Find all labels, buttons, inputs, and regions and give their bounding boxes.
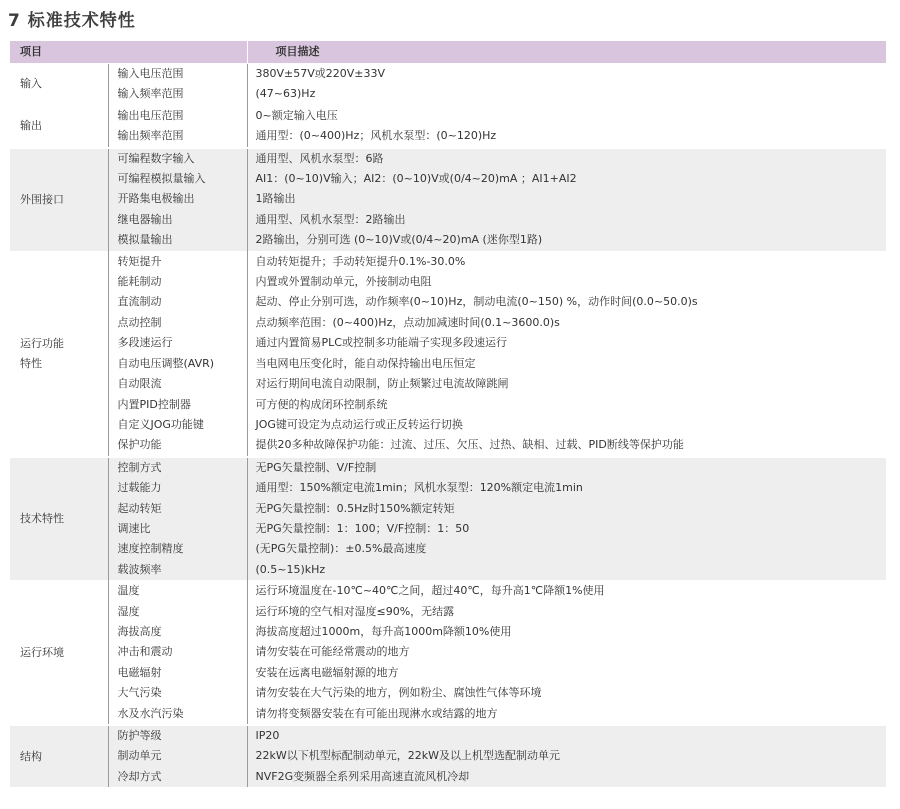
page-title: 7 标准技术特性 <box>8 11 136 31</box>
spec-name: 输出频率范围 <box>108 126 247 147</box>
spec-value: 安装在远离电磁辐射源的地方 <box>247 663 886 683</box>
spec-value: 当电网电压变化时，能自动保持输出电压恒定 <box>247 354 886 374</box>
spec-name: 可编程模拟量输入 <box>108 169 247 189</box>
category-label: 特性 <box>20 356 42 370</box>
header-description: 项目描述 <box>247 41 886 64</box>
category-cell <box>10 581 108 725</box>
spec-value: 380V±57V或220V±33V <box>247 64 886 85</box>
spec-value: 点动频率范围：(0~400)Hz，点动加减速时间(0.1~3600.0)s <box>247 313 886 333</box>
spec-value: JOG键可设定为点动运行或正反转运行切换 <box>247 415 886 435</box>
spec-value: 内置或外置制动单元，外接制动电阻 <box>247 272 886 292</box>
spec-name: 能耗制动 <box>108 272 247 292</box>
spec-name: 自动电压调整(AVR) <box>108 354 247 374</box>
spec-name: 速度控制精度 <box>108 539 247 559</box>
spec-name: 自动限流 <box>108 374 247 394</box>
category-cell <box>10 64 108 106</box>
table-row <box>10 602 886 622</box>
spec-name: 模拟量输出 <box>108 230 247 251</box>
spec-name: 电磁辐射 <box>108 663 247 683</box>
category-cell <box>10 457 108 581</box>
category-label: 输出 <box>20 119 42 133</box>
table-row <box>10 767 886 787</box>
spec-value: 无PG矢量控制：1：100；V/F控制：1：50 <box>247 519 886 539</box>
spec-value: 可方便的构成闭环控制系统 <box>247 395 886 415</box>
table-row <box>10 84 886 105</box>
table-row <box>10 663 886 683</box>
category-label: 技术特性 <box>20 511 64 525</box>
table-row <box>10 148 886 169</box>
spec-value: 0~额定输入电压 <box>247 105 886 126</box>
table-row <box>10 622 886 642</box>
spec-name: 转矩提升 <box>108 251 247 272</box>
spec-value: 提供20多种故障保护功能：过流、过压、欠压、过热、缺相、过载、PID断线等保护功能 <box>247 435 886 456</box>
category-label: 外围接口 <box>20 192 64 206</box>
spec-value: 通用型、风机水泵型：2路输出 <box>247 210 886 230</box>
table-row <box>10 683 886 703</box>
spec-value: IP20 <box>247 725 886 746</box>
table-row <box>10 395 886 415</box>
spec-name: 可编程数字输入 <box>108 148 247 169</box>
table-row <box>10 374 886 394</box>
table-row <box>10 292 886 312</box>
category-cell <box>10 105 108 147</box>
spec-name: 内置PID控制器 <box>108 395 247 415</box>
table-row <box>10 704 886 725</box>
spec-name: 温度 <box>108 581 247 602</box>
table-row <box>10 581 886 602</box>
spec-value: 请勿安装在可能经常震动的地方 <box>247 642 886 662</box>
table-row <box>10 415 886 435</box>
spec-name: 载波频率 <box>108 560 247 581</box>
table-row <box>10 210 886 230</box>
spec-name: 海拔高度 <box>108 622 247 642</box>
spec-name: 大气污染 <box>108 683 247 703</box>
spec-name: 水及水汽污染 <box>108 704 247 725</box>
spec-body <box>10 64 886 788</box>
spec-name: 制动单元 <box>108 746 247 766</box>
spec-name: 点动控制 <box>108 313 247 333</box>
table-row <box>10 251 886 272</box>
spec-name: 自定义JOG功能键 <box>108 415 247 435</box>
spec-name: 输入频率范围 <box>108 84 247 105</box>
spec-value: (无PG矢量控制)：±0.5%最高速度 <box>247 539 886 559</box>
spec-name: 防护等级 <box>108 725 247 746</box>
spec-name: 多段速运行 <box>108 333 247 353</box>
spec-value: 起动、停止分别可选，动作频率(0~10)Hz，制动电流(0~150) %，动作时间(0.0~50.0)s <box>247 292 886 312</box>
table-row <box>10 230 886 251</box>
spec-value: AI1：(0~10)V输入；AI2：(0~10)V或(0/4~20)mA ；AI1+AI2 <box>247 169 886 189</box>
category-label: 运行环境 <box>20 645 64 659</box>
spec-name: 输出电压范围 <box>108 105 247 126</box>
table-row <box>10 642 886 662</box>
table-row <box>10 499 886 519</box>
spec-value: 1路输出 <box>247 189 886 209</box>
spec-value: 对运行期间电流自动限制，防止频繁过电流故障跳闸 <box>247 374 886 394</box>
spec-value: NVF2G变频器全系列采用高速直流风机冷却 <box>247 767 886 787</box>
spec-value: (0.5~15)kHz <box>247 560 886 581</box>
spec-value: 运行环境温度在-10℃~40℃之间，超过40℃，每升高1℃降额1%使用 <box>247 581 886 602</box>
spec-value: 通用型、风机水泵型：6路 <box>247 148 886 169</box>
spec-value: 通用型：(0~400)Hz；风机水泵型：(0~120)Hz <box>247 126 886 147</box>
spec-name: 冲击和震动 <box>108 642 247 662</box>
spec-value: 海拔高度超过1000m，每升高1000m降额10%使用 <box>247 622 886 642</box>
spec-value: 请勿将变频器安装在有可能出现淋水或结露的地方 <box>247 704 886 725</box>
category-label: 结构 <box>20 749 42 763</box>
table-row <box>10 272 886 292</box>
spec-value: (47~63)Hz <box>247 84 886 105</box>
spec-value: 请勿安装在大气污染的地方，例如粉尘、腐蚀性气体等环境 <box>247 683 886 703</box>
table-row <box>10 519 886 539</box>
table-row <box>10 354 886 374</box>
spec-value: 自动转矩提升；手动转矩提升0.1%-30.0% <box>247 251 886 272</box>
spec-name: 冷却方式 <box>108 767 247 787</box>
spec-value: 通用型：150%额定电流1min；风机水泵型：120%额定电流1min <box>247 478 886 498</box>
spec-name: 湿度 <box>108 602 247 622</box>
table-row <box>10 560 886 581</box>
table-row <box>10 333 886 353</box>
spec-value: 运行环境的空气相对湿度≤90%，无结露 <box>247 602 886 622</box>
spec-name: 保护功能 <box>108 435 247 456</box>
spec-name: 继电器输出 <box>108 210 247 230</box>
spec-value: 22kW以下机型标配制动单元，22kW及以上机型选配制动单元 <box>247 746 886 766</box>
table-row <box>10 435 886 456</box>
spec-table <box>10 41 886 787</box>
category-cell <box>10 725 108 787</box>
spec-name: 直流制动 <box>108 292 247 312</box>
spec-value: 无PG矢量控制：0.5Hz时150%额定转矩 <box>247 499 886 519</box>
table-row <box>10 725 886 746</box>
table-row <box>10 313 886 333</box>
table-row <box>10 126 886 147</box>
spec-name: 控制方式 <box>108 457 247 478</box>
table-row <box>10 64 886 85</box>
table-row <box>10 539 886 559</box>
table-row <box>10 478 886 498</box>
spec-value: 2路输出，分别可选 (0~10)V或(0/4~20)mA (迷你型1路) <box>247 230 886 251</box>
header-item: 项目 <box>10 41 247 64</box>
spec-name: 调速比 <box>108 519 247 539</box>
spec-value: 无PG矢量控制、V/F控制 <box>247 457 886 478</box>
table-row <box>10 105 886 126</box>
spec-value: 通过内置简易PLC或控制多功能端子实现多段速运行 <box>247 333 886 353</box>
table-row <box>10 457 886 478</box>
spec-name: 起动转矩 <box>108 499 247 519</box>
spec-name: 开路集电极输出 <box>108 189 247 209</box>
category-cell <box>10 251 108 457</box>
spec-name: 输入电压范围 <box>108 64 247 85</box>
table-header-row <box>10 41 886 64</box>
table-row <box>10 169 886 189</box>
table-row <box>10 746 886 766</box>
category-cell <box>10 148 108 252</box>
category-label: 运行功能 <box>20 336 64 350</box>
spec-name: 过载能力 <box>108 478 247 498</box>
table-row <box>10 189 886 209</box>
category-label: 输入 <box>20 77 42 91</box>
